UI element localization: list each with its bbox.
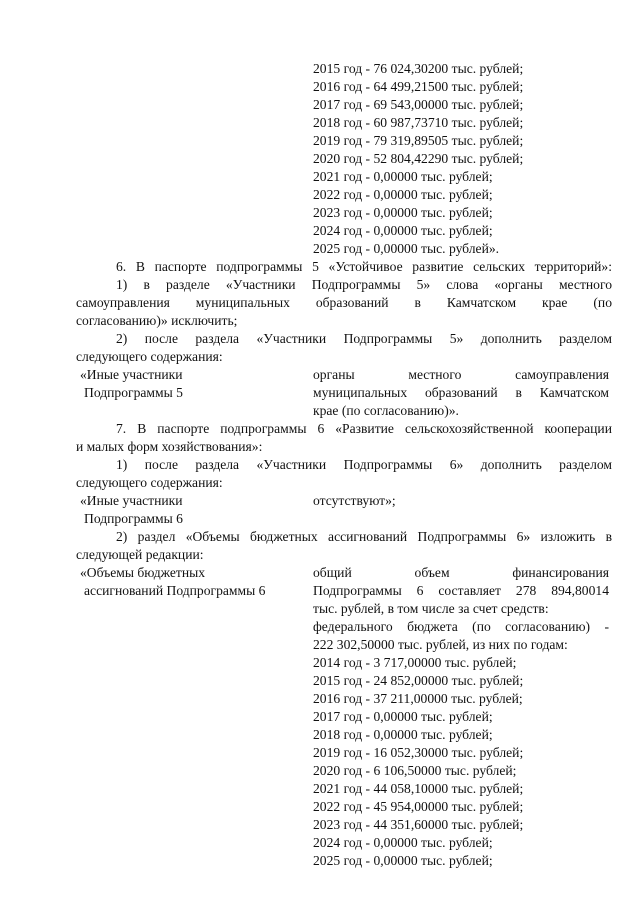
list-item: 2015 год - 76 024,30200 тыс. рублей; xyxy=(313,61,524,76)
list-item: 2024 год - 0,00000 тыс. рублей; xyxy=(313,835,493,850)
item6-p1-line: 1) в разделе «Участники Подпрограммы 5» слова «органы местного xyxy=(116,277,612,292)
list-item: 2022 год - 45 954,00000 тыс. рублей; xyxy=(313,799,524,814)
table-left-cell: «Объемы бюджетных xyxy=(80,565,206,580)
item6-p2-line: следующего содержания: xyxy=(76,349,223,364)
item7-p1-line: следующего содержания: xyxy=(76,475,223,490)
list-item: 2020 год - 6 106,50000 тыс. рублей; xyxy=(313,763,517,778)
item7-heading: и малых форм хозяйствования»: xyxy=(76,439,263,454)
list-item: 2019 год - 16 052,30000 тыс. рублей; xyxy=(313,745,524,760)
list-item: 2023 год - 44 351,60000 тыс. рублей; xyxy=(313,817,524,832)
list-item: 2021 год - 0,00000 тыс. рублей; xyxy=(313,169,493,184)
list-item: 2021 год - 44 058,10000 тыс. рублей; xyxy=(313,781,524,796)
table-right-cell: крае (по согласованию)». xyxy=(313,403,459,418)
table-right-cell: тыс. рублей, в том числе за счет средств: xyxy=(313,601,549,616)
list-item: 2016 год - 64 499,21500 тыс. рублей; xyxy=(313,79,524,94)
list-item: 2017 год - 0,00000 тыс. рублей; xyxy=(313,709,493,724)
list-item: 2015 год - 24 852,00000 тыс. рублей; xyxy=(313,673,524,688)
item6-p1-line: согласованию)» исключить; xyxy=(76,313,238,328)
list-item: 2024 год - 0,00000 тыс. рублей; xyxy=(313,223,493,238)
table-right-cell: Подпрограммы 6 составляет 278 894,80014 xyxy=(313,583,609,598)
item7-p2-line: 2) раздел «Объемы бюджетных ассигнований Подпрограммы 6» изложить в xyxy=(116,529,612,544)
table-right-cell: муниципальных образований в Камчатском xyxy=(313,385,609,400)
list-item: 2018 год - 60 987,73710 тыс. рублей; xyxy=(313,115,524,130)
list-item: 2016 год - 37 211,00000 тыс. рублей; xyxy=(313,691,523,706)
table-right-cell: отсутствуют»; xyxy=(313,493,396,508)
item7-p1-line: 1) после раздела «Участники Подпрограммы 6» дополнить разделом xyxy=(116,457,612,472)
list-item: 2019 год - 79 319,89505 тыс. рублей; xyxy=(313,133,524,148)
item7-heading: 7. В паспорте подпрограммы 6 «Развитие сельскохозяйственной кооперации xyxy=(116,421,612,436)
list-item: 2022 год - 0,00000 тыс. рублей; xyxy=(313,187,493,202)
item6-p2-line: 2) после раздела «Участники Подпрограммы 5» дополнить разделом xyxy=(116,331,612,346)
table-left-cell: ассигнований Подпрограммы 6 xyxy=(84,583,266,598)
list-item: 2014 год - 3 717,00000 тыс. рублей; xyxy=(313,655,517,670)
table-right-cell: общий объем финансирования xyxy=(313,565,609,580)
table-right-cell: федерального бюджета (по согласованию) - xyxy=(313,619,609,634)
list-item: 2017 год - 69 543,00000 тыс. рублей; xyxy=(313,97,524,112)
table-left-cell: Подпрограммы 6 xyxy=(84,511,183,526)
list-item: 2020 год - 52 804,42290 тыс. рублей; xyxy=(313,151,524,166)
item6-heading: 6. В паспорте подпрограммы 5 «Устойчивое развитие сельских территорий»: xyxy=(116,259,612,274)
list-item: 2023 год - 0,00000 тыс. рублей; xyxy=(313,205,493,220)
item7-p2-line: следующей редакции: xyxy=(76,547,204,562)
list-item: 2025 год - 0,00000 тыс. рублей; xyxy=(313,853,493,868)
list-item: 2025 год - 0,00000 тыс. рублей». xyxy=(313,241,500,256)
list-item: 2018 год - 0,00000 тыс. рублей; xyxy=(313,727,493,742)
table-right-cell: 222 302,50000 тыс. рублей, из них по годам: xyxy=(313,637,568,652)
table-left-cell: Подпрограммы 5 xyxy=(84,385,183,400)
table-left-cell: «Иные участники xyxy=(80,493,183,508)
item6-p1-line: самоуправления муниципальных образований в Камчатском крае (по xyxy=(76,295,612,310)
table-right-cell: органы местного самоуправления xyxy=(313,367,609,382)
table-left-cell: «Иные участники xyxy=(80,367,183,382)
